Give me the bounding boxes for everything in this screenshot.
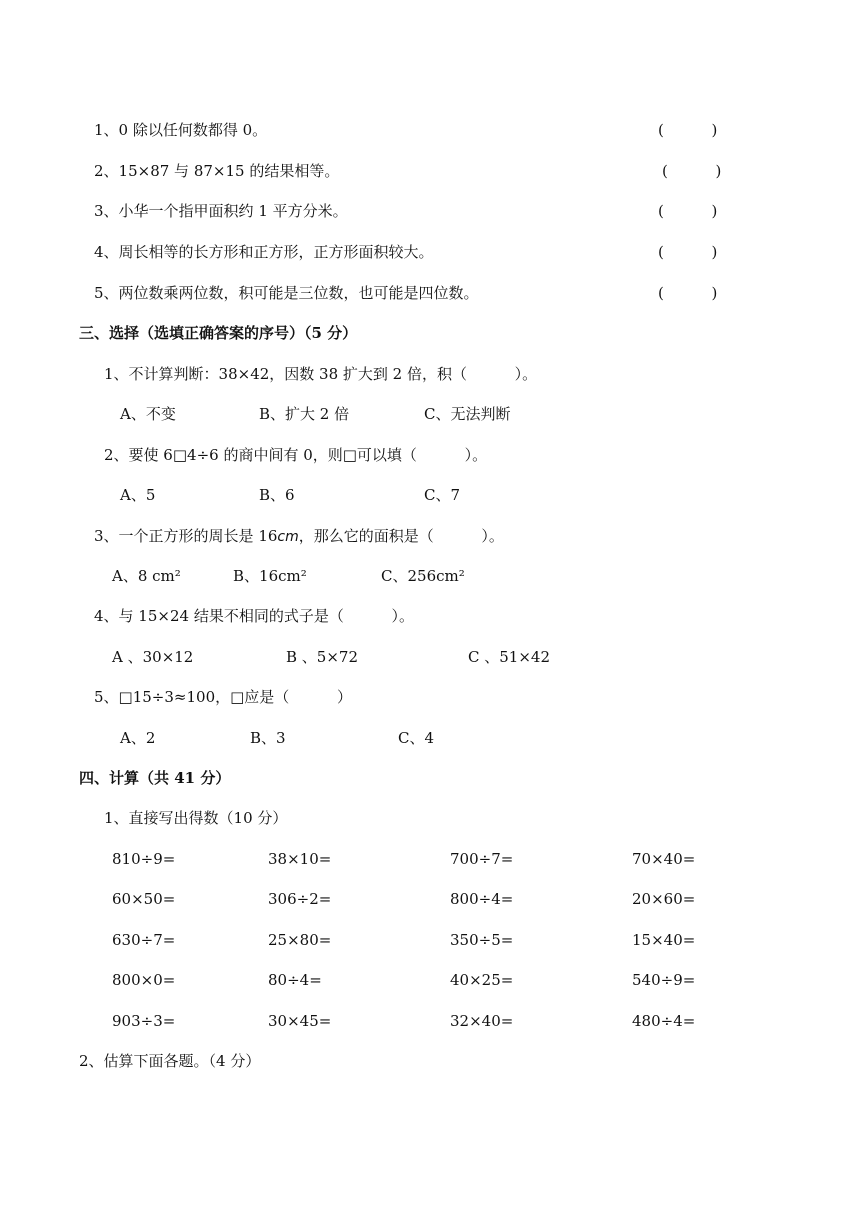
judge-item-5: 5、两位数乘两位数，积可能是三位数，也可能是四位数。: [94, 284, 479, 302]
calc-cell-r3-c4: 15×40=: [632, 931, 696, 949]
choice-q2-option-b[interactable]: B、6: [259, 486, 295, 504]
choice-q3-option-a[interactable]: A、8 cm²: [112, 567, 181, 585]
calc-cell-r4-c3: 40×25=: [450, 971, 514, 989]
choice-q5-option-c[interactable]: C、4: [398, 729, 435, 747]
choice-q3-text-after: ，那么它的面积是（ ）。: [298, 527, 504, 545]
judge-item-1: 1、0 除以任何数都得 0。: [94, 121, 268, 139]
judge-answer-1[interactable]: ( ): [658, 121, 718, 139]
calc-cell-r2-c1: 60×50=: [112, 890, 176, 908]
calc-cell-r3-c1: 630÷7=: [112, 931, 176, 949]
judge-answer-4[interactable]: ( ): [658, 243, 718, 261]
judge-answer-5[interactable]: ( ): [658, 284, 718, 302]
calc-cell-r4-c2: 80÷4=: [268, 971, 322, 989]
judge-item-2: 2、15×87 与 87×15 的结果相等。: [94, 162, 340, 180]
calc-cell-r5-c1: 903÷3=: [112, 1012, 176, 1030]
calc-cell-r1-c1: 810÷9=: [112, 850, 176, 868]
choice-q5-option-b[interactable]: B、3: [250, 729, 286, 747]
calc-cell-r3-c3: 350÷5=: [450, 931, 514, 949]
choice-q4-option-b[interactable]: B 、5×72: [286, 648, 358, 666]
judge-answer-3[interactable]: ( ): [658, 202, 718, 220]
calc-cell-r2-c2: 306÷2=: [268, 890, 332, 908]
calc-cell-r1-c4: 70×40=: [632, 850, 696, 868]
choice-q4: 4、与 15×24 结果不相同的式子是（ ）。: [94, 607, 415, 625]
choice-q2-option-c[interactable]: C、7: [424, 486, 461, 504]
judge-answer-2[interactable]: ( ): [662, 162, 722, 180]
calc-cell-r5-c2: 30×45=: [268, 1012, 332, 1030]
choice-q2: 2、要使 6□4÷6 的商中间有 0，则□可以填（ ）。: [104, 446, 488, 464]
section-choice-heading: 三、选择（选填正确答案的序号）（5 分）: [79, 324, 358, 342]
choice-q3-option-b[interactable]: B、16cm²: [233, 567, 307, 585]
choice-q1-option-a[interactable]: A、不变: [120, 405, 176, 423]
choice-q2-option-a[interactable]: A、5: [120, 486, 156, 504]
choice-q5: 5、□15÷3≈100，□应是（ ）: [94, 688, 352, 706]
choice-q4-option-a[interactable]: A 、30×12: [112, 648, 194, 666]
calc-cell-r4-c1: 800×0=: [112, 971, 176, 989]
choice-q3-option-c[interactable]: C、256cm²: [381, 567, 465, 585]
calc-cell-r4-c4: 540÷9=: [632, 971, 696, 989]
choice-q1-option-c[interactable]: C、无法判断: [424, 405, 511, 423]
calc-cell-r2-c3: 800÷4=: [450, 890, 514, 908]
choice-q5-option-a[interactable]: A、2: [120, 729, 156, 747]
calc-cell-r3-c2: 25×80=: [268, 931, 332, 949]
judge-item-4: 4、周长相等的长方形和正方形，正方形面积较大。: [94, 243, 434, 261]
choice-q3: [94, 526, 504, 547]
calc-cell-r1-c3: 700÷7=: [450, 850, 514, 868]
choice-q1-option-b[interactable]: B、扩大 2 倍: [259, 405, 350, 423]
choice-q4-option-c[interactable]: C 、51×42: [468, 648, 550, 666]
calc-cell-r5-c4: 480÷4=: [632, 1012, 696, 1030]
choice-q3-text-before: 3、一个正方形的周长是 16: [94, 527, 278, 545]
choice-q1: 1、不计算判断：38×42，因数 38 扩大到 2 倍，积（ ）。: [104, 365, 538, 383]
calc-cell-r1-c2: 38×10=: [268, 850, 332, 868]
calc-sub1-title: 1、直接写出得数（10 分）: [104, 809, 288, 827]
calc-cell-r2-c4: 20×60=: [632, 890, 696, 908]
judge-item-3: 3、小华一个指甲面积约 1 平方分米。: [94, 202, 348, 220]
section-calc-heading: 四、计算（共 41 分）: [79, 769, 231, 787]
choice-q3-unit: cm: [277, 529, 299, 545]
calc-cell-r5-c3: 32×40=: [450, 1012, 514, 1030]
calc-sub2-title: 2、估算下面各题。（4 分）: [79, 1052, 261, 1070]
